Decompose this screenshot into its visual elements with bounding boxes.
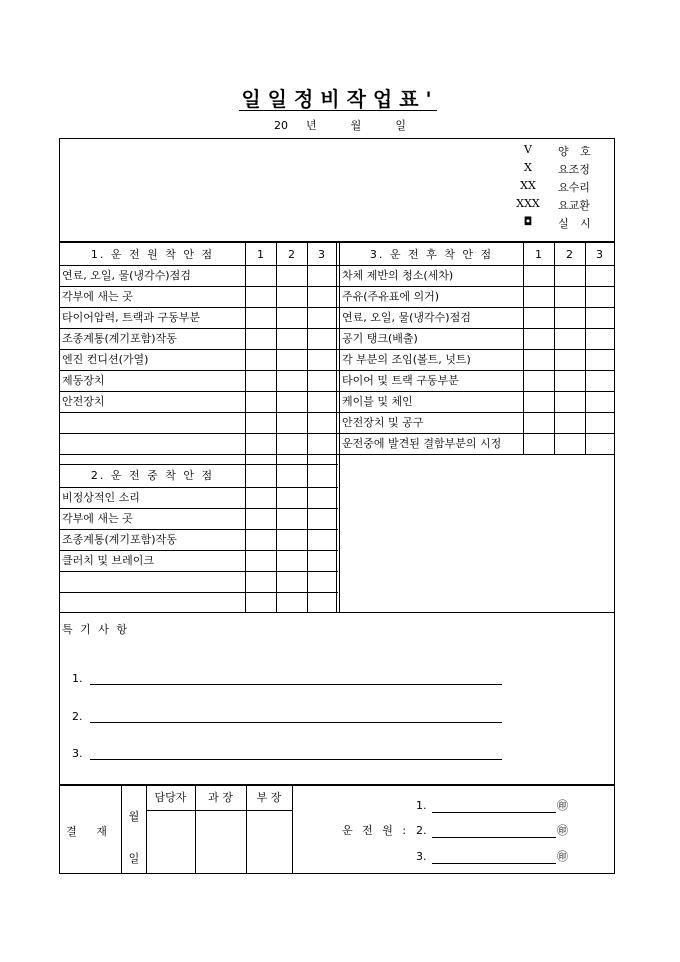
legend-symbol: XX	[520, 179, 536, 192]
date-line	[0, 117, 680, 133]
col-header: 1	[535, 248, 542, 261]
table-top-rule	[60, 241, 614, 243]
col-header: 2	[566, 248, 573, 261]
checklist-item: 주유(주유표에 의거)	[342, 290, 440, 303]
checklist-item: 각부에 새는 곳	[62, 290, 133, 303]
remark-line[interactable]	[90, 759, 502, 760]
legend-label: 요조정	[558, 163, 590, 176]
col-header: 3	[318, 248, 325, 261]
section2-header: 2. 운 전 중 착 안 점	[90, 469, 215, 482]
checklist-item: 타이어 및 트랙 구동부분	[342, 374, 459, 387]
legend-symbol: XXX	[516, 197, 540, 210]
remarks-header: 특 기 사 항	[62, 623, 129, 636]
operator-signature-line[interactable]	[432, 863, 556, 864]
checklist-item: 조종계통(계기포함)작동	[62, 533, 177, 546]
legend-symbol: X	[524, 161, 532, 174]
col-header: 1	[257, 248, 264, 261]
operator-label: 운 전 원 :	[342, 824, 410, 837]
approval-top-rule	[60, 784, 614, 786]
form-frame	[59, 138, 615, 874]
approval-role: 담당자	[154, 791, 187, 804]
col-header: 2	[288, 248, 295, 261]
legend-symbol-icon: ◘	[523, 215, 533, 228]
signature-box[interactable]	[196, 811, 246, 874]
remark-line[interactable]	[90, 722, 502, 723]
col-header: 3	[596, 248, 603, 261]
operator-line-number: 3.	[416, 850, 427, 863]
checklist-item: 엔진 컨디션(가열)	[62, 353, 149, 366]
year-label: 년	[306, 119, 317, 132]
remark-line[interactable]	[90, 684, 502, 685]
legend-label: 실 시	[558, 217, 595, 230]
year-prefix: 20	[274, 119, 289, 132]
approval-day-label: 일	[128, 852, 140, 865]
remark-line-number: 1.	[72, 672, 83, 685]
seal-icon: ㊞	[557, 799, 568, 812]
approval-label: 결 재	[66, 825, 115, 838]
section1-header: 1. 운 전 원 착 안 점	[90, 248, 215, 261]
checklist-item: 케이블 및 체인	[342, 395, 413, 408]
operator-signature-line[interactable]	[432, 812, 556, 813]
checklist-item: 비정상적인 소리	[62, 491, 140, 504]
checklist-item: 안전장치 및 공구	[342, 416, 424, 429]
approval-role: 과 장	[208, 791, 233, 804]
checklist-item: 연료, 오일, 물(냉각수)점검	[342, 311, 471, 324]
operator-line-number: 1.	[416, 799, 427, 812]
signature-box[interactable]	[146, 811, 195, 874]
legend-label: 요교환	[558, 199, 590, 212]
remark-line-number: 2.	[72, 710, 83, 723]
checklist-item: 타이어압력, 트랙과 구동부분	[62, 311, 201, 324]
signature-box[interactable]	[247, 811, 292, 874]
seal-icon: ㊞	[557, 824, 568, 837]
page-title: 일일정비작업표'	[241, 87, 439, 111]
checklist-item: 운전중에 발견된 결함부분의 시정	[342, 437, 502, 450]
checklist-item: 클러치 및 브레이크	[62, 554, 155, 567]
section3-header: 3. 운 전 후 착 안 점	[369, 248, 494, 261]
checklist-item: 각부에 새는 곳	[62, 512, 133, 525]
remark-line-number: 3.	[72, 747, 83, 760]
checklist-item: 각 부분의 조임(볼트, 넛트)	[342, 353, 471, 366]
checklist-item: 안전장치	[62, 395, 105, 408]
checklist-item: 제동장치	[62, 374, 105, 387]
approval-month-label: 월	[128, 810, 140, 823]
legend-symbol: V	[524, 143, 532, 156]
approval-role: 부 장	[256, 791, 282, 804]
checklist-item: 연료, 오일, 물(냉각수)점검	[62, 269, 191, 282]
legend-label: 양 호	[558, 145, 595, 158]
day-label: 일	[395, 119, 406, 132]
month-label: 월	[350, 119, 362, 132]
seal-icon: ㊞	[557, 850, 568, 863]
operator-line-number: 2.	[416, 824, 427, 837]
operator-signature-line[interactable]	[432, 837, 556, 838]
checklist-item: 차체 제반의 청소(세차)	[342, 269, 454, 282]
title-underline	[239, 110, 437, 111]
checklist-item: 조종계통(계기포함)작동	[62, 332, 177, 345]
checklist-item: 공기 탱크(배출)	[342, 332, 418, 345]
legend-label: 요수리	[558, 181, 590, 194]
